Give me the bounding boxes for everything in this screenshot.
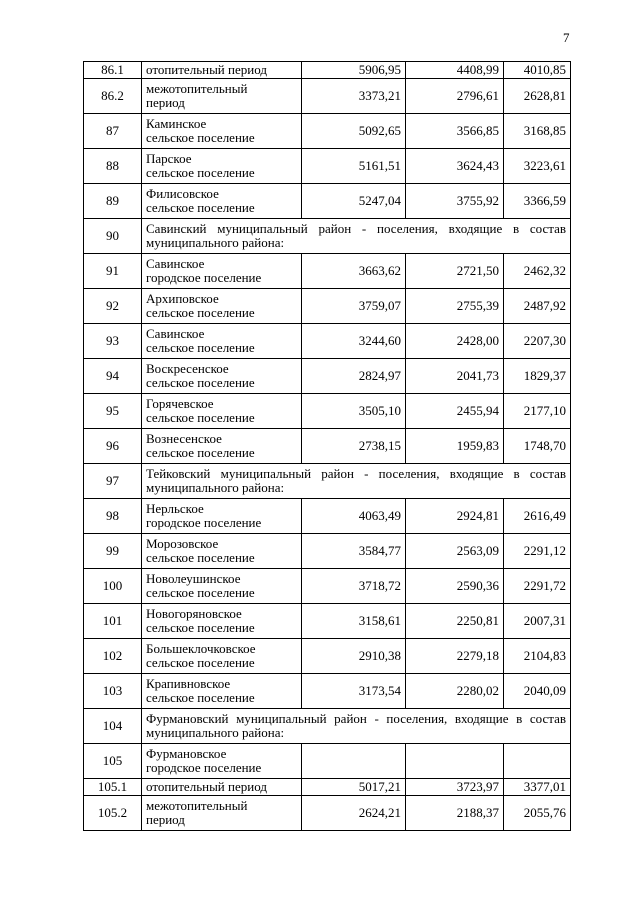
value-cell-3: 2628,81 [504,79,571,114]
settlement-name [142,254,302,289]
settlement-name [142,394,302,429]
settlement-name-line: межотопительный [146,798,248,813]
table-row [84,254,571,289]
value-cell-3: 2055,76 [504,796,571,831]
settlement-name-line: отопительный период [146,62,267,77]
tariff-table-body [84,62,571,831]
value-cell-2: 2721,50 [406,254,504,289]
value-cell-3: 2207,30 [504,324,571,359]
value-cell-2: 2796,61 [406,79,504,114]
row-number: 95 [84,394,142,429]
settlement-name-line: сельское поселение [146,165,255,180]
row-number: 91 [84,254,142,289]
value-cell-1: 3718,72 [302,569,406,604]
value-cell-1: 3759,07 [302,289,406,324]
table-row [84,499,571,534]
row-number: 93 [84,324,142,359]
value-cell-1: 4063,49 [302,499,406,534]
value-cell-2: 2041,73 [406,359,504,394]
section-row [84,464,571,499]
settlement-name [142,114,302,149]
settlement-name-line: Горячевское [146,396,214,411]
settlement-name-line: сельское поселение [146,445,255,460]
value-cell-2: 2924,81 [406,499,504,534]
value-cell-2 [406,744,504,779]
settlement-name [142,639,302,674]
value-cell-3: 3223,61 [504,149,571,184]
value-cell-3: 2462,32 [504,254,571,289]
settlement-name-line: городское поселение [146,760,262,775]
section-title: Савинский муниципальный район - поселения, входящие в состав муниципального района: [142,219,571,254]
section-row [84,219,571,254]
row-number: 90 [84,219,142,254]
value-cell-2: 2428,00 [406,324,504,359]
value-cell-2: 2755,39 [406,289,504,324]
page-number: 7 [563,30,570,45]
table-row [84,79,571,114]
table-row [84,324,571,359]
section-row [84,709,571,744]
settlement-name-line: городское поселение [146,515,262,530]
settlement-name-line: Морозовское [146,536,219,551]
settlement-name [142,359,302,394]
value-cell-2: 2563,09 [406,534,504,569]
settlement-name-line: сельское поселение [146,200,255,215]
settlement-name [142,149,302,184]
section-title: Тейковский муниципальный район - поселения, входящие в состав муниципального района: [142,464,571,499]
settlement-name-line: сельское поселение [146,305,255,320]
table-row [84,534,571,569]
settlement-name-line: Нерльское [146,501,204,516]
row-number: 86.2 [84,79,142,114]
row-number: 86.1 [84,62,142,79]
value-cell-1: 2824,97 [302,359,406,394]
value-cell-1: 3173,54 [302,674,406,709]
settlement-name-line: Архиповское [146,291,219,306]
settlement-name-line: период [146,812,185,827]
row-number: 92 [84,289,142,324]
settlement-name-line: межотопительный [146,81,248,96]
row-number: 88 [84,149,142,184]
table-row [84,394,571,429]
settlement-name [142,499,302,534]
table-row [84,114,571,149]
row-number: 105.1 [84,779,142,796]
table-row [84,62,571,79]
row-number: 87 [84,114,142,149]
value-cell-1: 2738,15 [302,429,406,464]
row-number: 94 [84,359,142,394]
value-cell-1: 2910,38 [302,639,406,674]
settlement-name [142,569,302,604]
value-cell-2: 2188,37 [406,796,504,831]
value-cell-1: 3505,10 [302,394,406,429]
settlement-name-line: Каминское [146,116,207,131]
settlement-name [142,796,302,831]
value-cell-1: 3584,77 [302,534,406,569]
settlement-name [142,79,302,114]
settlement-name [142,779,302,796]
value-cell-1: 3663,62 [302,254,406,289]
value-cell-3: 4010,85 [504,62,571,79]
settlement-name-line: сельское поселение [146,550,255,565]
section-title: Фурмановский муниципальный район - поселения, входящие в состав муниципального района: [142,709,571,744]
value-cell-3: 2104,83 [504,639,571,674]
value-cell-1: 5247,04 [302,184,406,219]
settlement-name-line: Савинское [146,326,205,341]
value-cell-3: 2040,09 [504,674,571,709]
settlement-name-line: отопительный период [146,779,267,794]
value-cell-3: 2177,10 [504,394,571,429]
settlement-name [142,429,302,464]
settlement-name [142,324,302,359]
value-cell-2: 2590,36 [406,569,504,604]
value-cell-3: 1829,37 [504,359,571,394]
settlement-name [142,534,302,569]
value-cell-2: 2250,81 [406,604,504,639]
tariff-table [83,61,571,831]
row-number: 101 [84,604,142,639]
value-cell-2: 2279,18 [406,639,504,674]
value-cell-2: 1959,83 [406,429,504,464]
value-cell-3: 2007,31 [504,604,571,639]
settlement-name-line: Фурмановское [146,746,227,761]
value-cell-1: 5906,95 [302,62,406,79]
value-cell-3: 3377,01 [504,779,571,796]
table-row [84,604,571,639]
table-row [84,149,571,184]
settlement-name-line: Филисовское [146,186,219,201]
settlement-name [142,184,302,219]
settlement-name [142,289,302,324]
value-cell-1: 3373,21 [302,79,406,114]
settlement-name-line: Воскресенское [146,361,229,376]
value-cell-2: 3723,97 [406,779,504,796]
value-cell-2: 2455,94 [406,394,504,429]
value-cell-1: 3158,61 [302,604,406,639]
settlement-name-line: Новогоряновское [146,606,242,621]
table-row [84,744,571,779]
value-cell-1: 2624,21 [302,796,406,831]
row-number: 104 [84,709,142,744]
value-cell-3: 1748,70 [504,429,571,464]
row-number: 105.2 [84,796,142,831]
table-row [84,779,571,796]
settlement-name [142,604,302,639]
settlement-name-line: Новолеушинское [146,571,241,586]
row-number: 96 [84,429,142,464]
settlement-name-line: Парское [146,151,192,166]
settlement-name-line: Крапивновское [146,676,231,691]
row-number: 99 [84,534,142,569]
value-cell-1: 5092,65 [302,114,406,149]
value-cell-3: 3366,59 [504,184,571,219]
table-row [84,289,571,324]
settlement-name-line: сельское поселение [146,130,255,145]
settlement-name [142,674,302,709]
settlement-name-line: сельское поселение [146,585,255,600]
settlement-name-line: сельское поселение [146,375,255,390]
value-cell-3: 2616,49 [504,499,571,534]
table-row [84,184,571,219]
row-number: 102 [84,639,142,674]
row-number: 97 [84,464,142,499]
table-row [84,639,571,674]
value-cell-3: 3168,85 [504,114,571,149]
value-cell-2: 3566,85 [406,114,504,149]
settlement-name-line: сельское поселение [146,620,255,635]
value-cell-2: 3755,92 [406,184,504,219]
table-row [84,429,571,464]
settlement-name-line: период [146,95,185,110]
value-cell-3 [504,744,571,779]
settlement-name [142,62,302,79]
value-cell-1: 3244,60 [302,324,406,359]
settlement-name-line: Вознесенское [146,431,222,446]
row-number: 89 [84,184,142,219]
settlement-name-line: Большеклочковское [146,641,256,656]
row-number: 103 [84,674,142,709]
row-number: 100 [84,569,142,604]
value-cell-2: 4408,99 [406,62,504,79]
settlement-name-line: сельское поселение [146,340,255,355]
settlement-name-line: Савинское [146,256,205,271]
value-cell-1: 5017,21 [302,779,406,796]
table-row [84,359,571,394]
table-row [84,569,571,604]
row-number: 98 [84,499,142,534]
settlement-name-line: сельское поселение [146,410,255,425]
value-cell-3: 2291,12 [504,534,571,569]
value-cell-3: 2291,72 [504,569,571,604]
value-cell-3: 2487,92 [504,289,571,324]
value-cell-2: 3624,43 [406,149,504,184]
settlement-name-line: городское поселение [146,270,262,285]
settlement-name-line: сельское поселение [146,690,255,705]
value-cell-2: 2280,02 [406,674,504,709]
settlement-name [142,744,302,779]
row-number: 105 [84,744,142,779]
table-row [84,796,571,831]
value-cell-1: 5161,51 [302,149,406,184]
table-row [84,674,571,709]
settlement-name-line: сельское поселение [146,655,255,670]
value-cell-1 [302,744,406,779]
